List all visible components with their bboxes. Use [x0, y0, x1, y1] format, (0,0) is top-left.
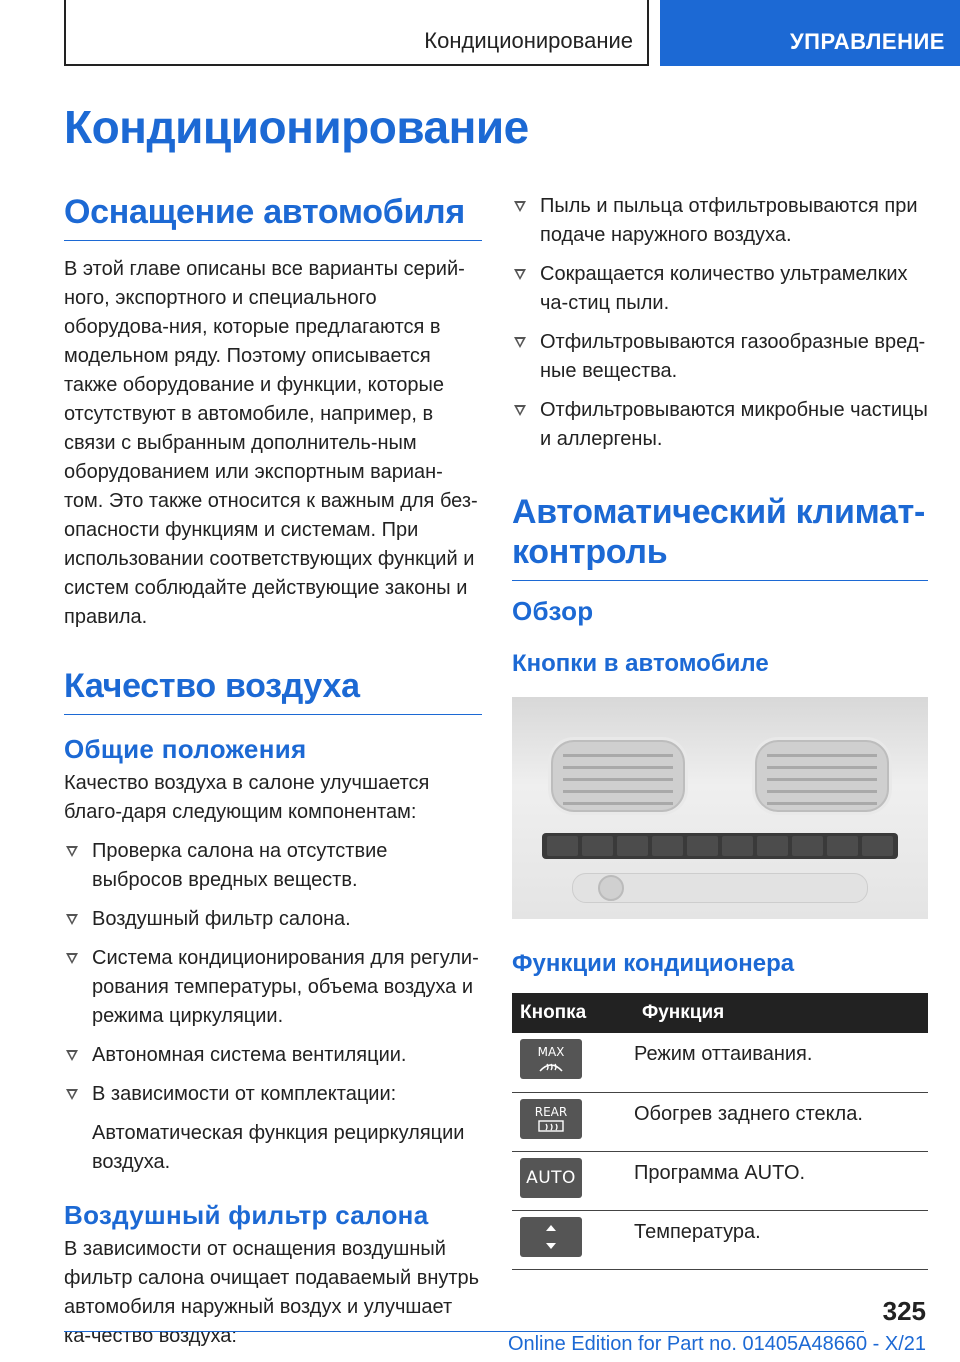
section-title-climate-control: Автоматический климат-контроль: [512, 492, 928, 581]
volume-knob: [598, 875, 624, 901]
table-header-row: [512, 993, 928, 1033]
left-air-vent: [548, 737, 688, 815]
section-title-equipment: Оснащение автомобиля: [64, 192, 482, 241]
fan-icon: [722, 836, 753, 856]
header-section-title: Кондиционирование: [424, 28, 633, 53]
list-item: Отфильтровываются газообразные вред-ные вещества.: [512, 328, 928, 386]
subsection-title-functions: Функции кондиционера: [512, 950, 795, 977]
list-item: Система кондиционирования для регули-рования температуры, объема воздуха и режима циркуляции.: [64, 944, 482, 1031]
ac-icon: [827, 836, 858, 856]
left-column: [64, 192, 482, 1351]
section-title-air-quality: Качество воздуха: [64, 666, 482, 715]
right-air-vent: [752, 737, 892, 815]
triangle-bullet-icon: [66, 1050, 78, 1061]
list-item: В зависимости от комплектации:: [64, 1080, 482, 1109]
function-desc: Программа AUTO.: [634, 1151, 928, 1210]
triangle-bullet-icon: [66, 914, 78, 925]
max-defrost-icon: MAX: [520, 1039, 582, 1079]
list-item: Пыль и пыльца отфильтровываются при подаче наружного воздуха.: [512, 192, 928, 250]
table-row: [512, 1151, 928, 1210]
page-number: 325: [882, 1296, 926, 1326]
climate-panel-photo: [512, 697, 928, 919]
recirculation-note: Автоматическая функция рециркуляции воздуха.: [92, 1122, 465, 1173]
triangle-bullet-icon: [514, 337, 526, 348]
subsection-title-cabin-filter: Воздушный фильтр салона: [64, 1200, 429, 1230]
header-chapter-tab: [660, 0, 960, 66]
subsection-title-general: Общие положения: [64, 734, 307, 764]
right-column: [512, 192, 928, 1270]
temperature-arrows-icon: [520, 1217, 582, 1257]
seat-heating-icon: [757, 836, 788, 856]
recirculation-icon: [792, 836, 823, 856]
table-row: [512, 1033, 928, 1092]
temperature-arrows-icon: [652, 836, 683, 856]
rear-defrost-icon: [582, 836, 613, 856]
list-item: Проверка салона на отсутствие выбросов вредных веществ.: [64, 837, 482, 895]
function-desc: Обогрев заднего стекла.: [634, 1092, 928, 1151]
table-row: [512, 1210, 928, 1269]
rear-defrost-icon: REAR: [520, 1099, 582, 1139]
footer-divider: [64, 1331, 864, 1332]
triangle-bullet-icon: [514, 201, 526, 212]
auto-icon: AUTO: [520, 1158, 582, 1198]
triangle-bullet-icon: [66, 1089, 78, 1100]
table-row: [512, 1092, 928, 1151]
functions-table: [512, 993, 928, 1270]
subsection-title-overview: Обзор: [512, 596, 594, 626]
footer-edition: Online Edition for Part no. 01405A48660 - X/21: [507, 1333, 926, 1355]
function-desc: Режим оттаивания.: [634, 1033, 928, 1092]
column-header-button: Кнопка: [512, 993, 634, 1033]
triangle-bullet-icon: [514, 405, 526, 416]
subsection-title-buttons: Кнопки в автомобиле: [512, 650, 769, 677]
climate-control-bar: [542, 833, 898, 859]
page-title: Кондиционирование: [64, 101, 529, 153]
list-item: Автономная система вентиляции.: [64, 1041, 482, 1070]
list-item: Отфильтровываются микробные частицы и аллергены.: [512, 396, 928, 454]
cabin-filter-text: В зависимости от оснащения воздушный фильтр салона очищает подаваемый внутрь автомобиля наружный воздух и улучшает ка-чество воздуха:: [64, 1238, 480, 1347]
header-chapter-title: УПРАВЛЕНИЕ: [790, 29, 945, 54]
list-item: Воздушный фильтр салона.: [64, 905, 482, 934]
off-icon: [687, 836, 718, 856]
triangle-bullet-icon: [66, 953, 78, 964]
triangle-bullet-icon: [514, 269, 526, 280]
auto-icon: [617, 836, 648, 856]
air-quality-intro: Качество воздуха в салоне улучшается благо-даря следующим компонентам:: [64, 772, 430, 823]
header-section-tab: [64, 0, 649, 66]
air-quality-list: [64, 837, 482, 1109]
list-item: Сокращается количество ультрамелких ча-стиц пыли.: [512, 260, 928, 318]
max-ac-icon: [862, 836, 893, 856]
filter-effects-list: [512, 192, 928, 454]
max-defrost-icon: [547, 836, 578, 856]
function-desc: Температура.: [634, 1210, 928, 1269]
equipment-text: В этой главе описаны все варианты серий-ного, экспортного и специального оборудова-ния, которые предлагаются в модельном ряду. Поэтому описывается также оборудование и функции, которые отсутствуют в автомобиле, например, в связи с выбранным дополнитель-ным оборудованием или экспортным вариан-том. Это также относится к важным для без-опасности функциям и системам. При использовании соответствующих функций и систем соблюдайте действующие законы и правила.: [64, 258, 478, 628]
triangle-bullet-icon: [66, 846, 78, 857]
column-header-function: Функция: [634, 993, 928, 1033]
